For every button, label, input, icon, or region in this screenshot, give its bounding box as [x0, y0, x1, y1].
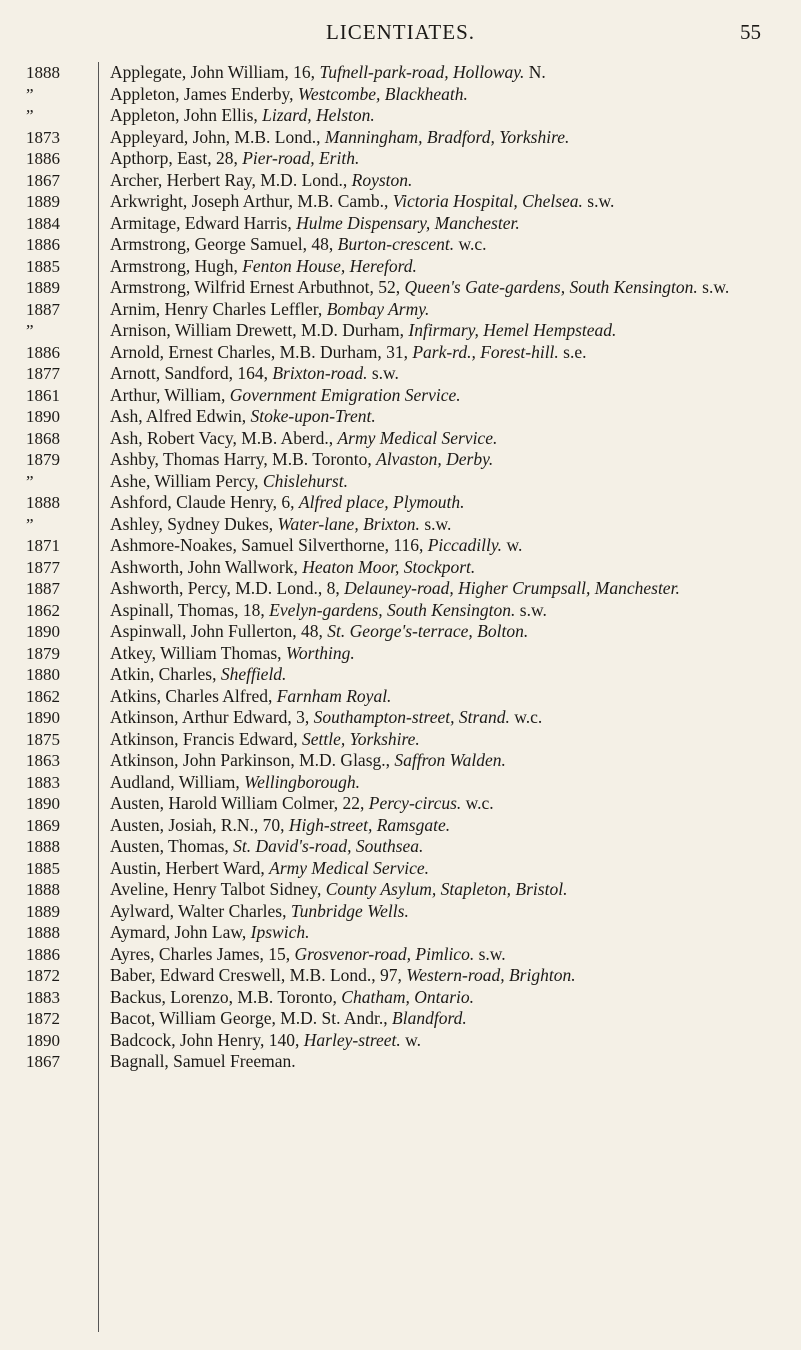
entry-postal-district: s.w. — [587, 191, 615, 211]
entry-year: 1886 — [26, 149, 60, 168]
entry-year: ” — [26, 471, 34, 491]
entry-text — [110, 858, 798, 880]
entry-name: Aspinall, Thomas, 18, — [110, 599, 265, 620]
list-item — [0, 127, 801, 149]
list-item — [0, 836, 801, 858]
entry-name: Ash, Alfred Edwin, — [110, 406, 247, 426]
list-item — [0, 707, 801, 729]
entry-year: 1888 — [26, 923, 60, 942]
entry-name: Austen, Josiah, R.N., 70, — [110, 814, 285, 835]
entry-text — [110, 148, 798, 170]
entry-text — [110, 277, 798, 299]
entry-name: Appleton, John Ellis, — [110, 105, 258, 125]
entry-year: 1888 — [26, 837, 60, 856]
entry-year: 1890 — [26, 794, 60, 813]
page-title: LICENTIATES. — [325, 20, 476, 44]
list-item — [0, 471, 801, 493]
entry-name: Armstrong, Hugh, — [110, 255, 238, 276]
entry-text — [110, 105, 798, 127]
entry-year: ” — [26, 84, 34, 104]
entry-address: Tunbridge Wells. — [290, 900, 409, 921]
list-item — [0, 621, 801, 643]
list-item — [0, 385, 801, 407]
entry-year: 1862 — [26, 686, 60, 706]
entry-postal-district: s.w. — [478, 943, 506, 964]
entry-year: ” — [26, 321, 34, 340]
entry-text — [110, 256, 798, 278]
entry-address: Saffron Walden. — [394, 750, 506, 770]
entry-year: 1868 — [26, 428, 60, 448]
entry-address: Settle, Yorkshire. — [302, 728, 420, 749]
entry-name: Ashley, Sydney Dukes, — [110, 513, 274, 534]
entry-address: Westcombe, Blackheath. — [297, 83, 468, 104]
entry-text — [110, 406, 798, 428]
entry-text — [110, 793, 798, 815]
entry-name: Armitage, Edward Harris, — [110, 212, 292, 233]
entry-text — [110, 213, 798, 235]
entry-address: Wellingborough. — [244, 771, 360, 792]
entry-postal-district: s.w. — [371, 363, 399, 383]
entry-address: Farnham Royal. — [276, 685, 392, 706]
entry-year: 1867 — [26, 1052, 60, 1071]
entry-address: Ipswich. — [250, 922, 310, 942]
list-item — [0, 793, 801, 815]
list-item — [0, 84, 801, 106]
entry-text — [110, 191, 798, 213]
entry-name: Arnison, William Drewett, M.D. Durham, — [110, 320, 404, 340]
entry-year: 1890 — [26, 1030, 60, 1050]
entry-name: Aveline, Henry Talbot Sidney, — [110, 879, 322, 899]
entry-year: 1885 — [26, 858, 60, 878]
entry-address: Piccadilly. — [427, 535, 503, 555]
entry-year: 1872 — [26, 1009, 60, 1028]
list-item — [0, 557, 801, 579]
list-item — [0, 406, 801, 428]
entry-name: Bacot, William George, M.D. St. Andr., — [110, 1008, 388, 1028]
list-item — [0, 342, 801, 364]
list-item — [0, 815, 801, 837]
entry-address: St. George's-terrace, Bolton. — [327, 621, 529, 641]
entry-name: Appleton, James Enderby, — [110, 83, 294, 104]
entry-year: 1889 — [26, 278, 60, 297]
entry-name: Armstrong, Wilfrid Ernest Arbuthnot, 52, — [110, 277, 401, 297]
list-item — [0, 277, 801, 299]
entry-name: Atkinson, Arthur Edward, 3, — [110, 707, 310, 727]
entry-name: Atkin, Charles, — [110, 664, 217, 684]
entry-postal-district: s.w. — [519, 599, 547, 620]
entry-year: 1875 — [26, 729, 60, 749]
entry-text — [110, 84, 798, 106]
entry-postal-district: w.c. — [465, 793, 494, 813]
entry-year: 1886 — [26, 944, 60, 964]
entry-postal-district: s.e. — [563, 341, 587, 362]
entry-text — [110, 600, 798, 622]
entry-address: High-street, Ramsgate. — [288, 814, 451, 835]
list-item — [0, 62, 801, 84]
entry-name: Archer, Herbert Ray, M.D. Lond., — [110, 169, 348, 190]
entry-postal-district: w.c. — [514, 707, 543, 727]
entry-year: 1883 — [26, 772, 60, 792]
entry-name: Bagnall, Samuel Freeman. — [110, 1051, 296, 1071]
list-item — [0, 256, 801, 278]
list-item — [0, 578, 801, 600]
entry-address: Burton-crescent. — [337, 234, 455, 254]
entry-address: Grosvenor-road, Pimlico. — [294, 943, 475, 964]
list-item — [0, 729, 801, 751]
entry-year: ” — [26, 106, 34, 125]
entry-year: 1888 — [26, 880, 60, 899]
list-item — [0, 944, 801, 966]
list-item — [0, 514, 801, 536]
entry-address: Pier-road, Erith. — [242, 148, 360, 168]
list-item — [0, 213, 801, 235]
entry-address: Tufnell-park-road, Holloway. — [319, 62, 525, 82]
entry-address: Infirmary, Hemel Hempstead. — [408, 320, 617, 340]
entry-address: Western-road, Brighton. — [406, 965, 576, 985]
list-item — [0, 901, 801, 923]
entry-year: 1886 — [26, 235, 60, 254]
entry-text — [110, 750, 798, 772]
entry-address: Worthing. — [285, 642, 355, 663]
list-item — [0, 664, 801, 686]
entry-name: Arthur, William, — [110, 384, 226, 405]
entry-text — [110, 621, 798, 643]
list-item — [0, 643, 801, 665]
entry-text — [110, 643, 798, 665]
entry-address: Chislehurst. — [262, 470, 348, 491]
entry-text — [110, 234, 798, 256]
entry-name: Ashford, Claude Henry, 6, — [110, 492, 295, 512]
entry-name: Ashe, William Percy, — [110, 470, 259, 491]
list-item — [0, 987, 801, 1009]
entry-address: Delauney-road, Higher Crumpsall, Manchester. — [344, 578, 680, 598]
entry-name: Baber, Edward Creswell, M.B. Lond., 97, — [110, 965, 402, 985]
entry-address: Evelyn-gardens, South Kensington. — [269, 599, 516, 620]
entry-name: Atkey, William Thomas, — [110, 642, 282, 663]
entry-name: Austen, Thomas, — [110, 836, 229, 856]
entry-name: Atkins, Charles Alfred, — [110, 685, 273, 706]
list-item — [0, 922, 801, 944]
entry-name: Arnim, Henry Charles Leffler, — [110, 298, 323, 319]
list-item — [0, 492, 801, 514]
entry-address: Royston. — [351, 169, 413, 190]
entry-year: 1863 — [26, 751, 60, 770]
entry-year: 1887 — [26, 579, 60, 598]
entry-address: Percy-circus. — [368, 793, 462, 813]
entry-name: Applegate, John William, 16, — [110, 62, 316, 82]
list-item — [0, 600, 801, 622]
entry-text — [110, 62, 798, 84]
list-item — [0, 1008, 801, 1030]
entry-name: Ashworth, Percy, M.D. Lond., 8, — [110, 578, 340, 598]
entry-address: Army Medical Service. — [269, 857, 429, 878]
list-item — [0, 191, 801, 213]
entry-year: 1886 — [26, 342, 60, 362]
entry-year: 1890 — [26, 622, 60, 641]
list-item — [0, 320, 801, 342]
entry-address: Park-rd., Forest-hill. — [412, 341, 559, 362]
entry-address: Alvaston, Derby. — [376, 449, 494, 469]
entry-text — [110, 815, 798, 837]
entry-name: Ashby, Thomas Harry, M.B. Toronto, — [110, 449, 372, 469]
list-item — [0, 170, 801, 192]
entry-name: Atkinson, Francis Edward, — [110, 728, 298, 749]
entry-name: Audland, William, — [110, 771, 240, 792]
entry-address: Hulme Dispensary, Manchester. — [296, 212, 520, 233]
entry-text — [110, 836, 798, 858]
entry-text — [110, 965, 798, 987]
entry-text — [110, 772, 798, 794]
entry-address: Victoria Hospital, Chelsea. — [392, 191, 583, 211]
entry-name: Apthorp, East, 28, — [110, 148, 238, 168]
entry-text — [110, 385, 798, 407]
entry-year: 1890 — [26, 407, 60, 426]
entry-address: Blandford. — [392, 1008, 467, 1028]
entry-name: Aymard, John Law, — [110, 922, 247, 942]
list-item — [0, 686, 801, 708]
entry-name: Austin, Herbert Ward, — [110, 857, 265, 878]
entry-year: 1873 — [26, 127, 60, 147]
entry-name: Appleyard, John, M.B. Lond., — [110, 126, 321, 147]
entry-year: 1869 — [26, 815, 60, 835]
list-item — [0, 449, 801, 471]
entry-name: Austen, Harold William Colmer, 22, — [110, 793, 365, 813]
entry-text — [110, 686, 798, 708]
entry-address: County Asylum, Stapleton, Bristol. — [325, 879, 568, 899]
entry-name: Armstrong, George Samuel, 48, — [110, 234, 334, 254]
list-item — [0, 234, 801, 256]
entry-name: Ash, Robert Vacy, M.B. Aberd., — [110, 427, 334, 448]
entry-text — [110, 428, 798, 450]
entry-address: Sheffield. — [220, 664, 287, 684]
list-item — [0, 299, 801, 321]
entry-name: Aspinwall, John Fullerton, 48, — [110, 621, 323, 641]
entry-year: 1889 — [26, 192, 60, 211]
list-item — [0, 1030, 801, 1052]
entry-text — [110, 127, 798, 149]
entry-year: 1888 — [26, 63, 60, 82]
entry-year: 1879 — [26, 643, 60, 663]
page-number: 55 — [740, 20, 761, 44]
entry-year: 1877 — [26, 364, 60, 383]
entry-address: Harley-street. — [303, 1029, 401, 1050]
entry-text — [110, 514, 798, 536]
list-item — [0, 535, 801, 557]
entry-address: Queen's Gate-gardens, South Kensington. — [404, 277, 698, 297]
entry-year: 1887 — [26, 299, 60, 319]
entry-name: Arnold, Ernest Charles, M.B. Durham, 31, — [110, 341, 408, 362]
entry-name: Arkwright, Joseph Arthur, M.B. Camb., — [110, 191, 389, 211]
entry-year: 1877 — [26, 557, 60, 577]
entry-address: Fenton House, Hereford. — [242, 255, 417, 276]
entry-address: Alfred place, Plymouth. — [298, 492, 465, 512]
list-item — [0, 772, 801, 794]
entry-address: Lizard, Helston. — [262, 105, 375, 125]
entry-address: Stoke-upon-Trent. — [250, 406, 376, 426]
list-item — [0, 1051, 801, 1073]
entry-text — [110, 535, 798, 557]
entry-year: 1862 — [26, 600, 60, 620]
entry-postal-district: s.w. — [702, 277, 730, 297]
list-item — [0, 750, 801, 772]
entry-address: St. David's-road, Southsea. — [233, 836, 424, 856]
entry-postal-district: w. — [405, 1029, 422, 1050]
entry-text — [110, 471, 798, 493]
entry-address: Bombay Army. — [326, 298, 430, 319]
entry-year: 1880 — [26, 665, 60, 684]
entry-text — [110, 879, 798, 901]
entry-address: Water-lane, Brixton. — [277, 513, 420, 534]
list-item — [0, 148, 801, 170]
entry-year: 1879 — [26, 450, 60, 469]
entry-text — [110, 664, 798, 686]
entry-text — [110, 557, 798, 579]
entry-postal-district: w.c. — [458, 234, 487, 254]
list-item — [0, 879, 801, 901]
entry-text — [110, 707, 798, 729]
list-item — [0, 363, 801, 385]
entry-year: 1885 — [26, 256, 60, 276]
entry-postal-district: N. — [528, 62, 546, 82]
licentiates-list — [0, 62, 801, 1073]
list-item — [0, 428, 801, 450]
entry-text — [110, 1008, 798, 1030]
entry-text — [110, 901, 798, 923]
entry-text — [110, 578, 798, 600]
entry-address: Government Emigration Service. — [229, 384, 461, 405]
entry-address: Southampton-street, Strand. — [313, 707, 510, 727]
entry-text — [110, 922, 798, 944]
entry-year: 1889 — [26, 901, 60, 921]
entry-name: Aylward, Walter Charles, — [110, 900, 287, 921]
entry-text — [110, 1030, 798, 1052]
entry-year: 1871 — [26, 536, 60, 555]
entry-address: Manningham, Bradford, Yorkshire. — [324, 126, 570, 147]
list-item — [0, 965, 801, 987]
page-header — [0, 16, 801, 46]
entry-text — [110, 342, 798, 364]
entry-text — [110, 492, 798, 514]
entry-name: Ashmore-Noakes, Samuel Silverthorne, 116, — [110, 535, 424, 555]
entry-year: 1883 — [26, 987, 60, 1007]
entry-year: 1867 — [26, 170, 60, 190]
entry-postal-district: w. — [506, 535, 523, 555]
entry-text — [110, 299, 798, 321]
entry-name: Badcock, John Henry, 140, — [110, 1029, 300, 1050]
entry-year: 1888 — [26, 493, 60, 512]
entry-name: Ashworth, John Wallwork, — [110, 556, 298, 577]
entry-text — [110, 170, 798, 192]
entry-year: 1890 — [26, 708, 60, 727]
entry-text — [110, 449, 798, 471]
entry-year: ” — [26, 514, 34, 534]
entry-name: Backus, Lorenzo, M.B. Toronto, — [110, 986, 337, 1007]
entry-name: Ayres, Charles James, 15, — [110, 943, 291, 964]
list-item — [0, 105, 801, 127]
entry-address: Chatham, Ontario. — [341, 986, 475, 1007]
list-item — [0, 858, 801, 880]
entry-address: Army Medical Service. — [337, 427, 498, 448]
entry-text — [110, 1051, 798, 1073]
entry-postal-district: s.w. — [424, 513, 452, 534]
entry-year: 1861 — [26, 385, 60, 405]
entry-text — [110, 363, 798, 385]
entry-name: Atkinson, John Parkinson, M.D. Glasg., — [110, 750, 391, 770]
entry-text — [110, 729, 798, 751]
entry-address: Heaton Moor, Stockport. — [302, 556, 476, 577]
entry-year: 1884 — [26, 213, 60, 233]
entry-address: Brixton-road. — [272, 363, 368, 383]
entry-name: Arnott, Sandford, 164, — [110, 363, 268, 383]
entry-text — [110, 987, 798, 1009]
entry-text — [110, 320, 798, 342]
entry-year: 1872 — [26, 966, 60, 985]
entry-text — [110, 944, 798, 966]
